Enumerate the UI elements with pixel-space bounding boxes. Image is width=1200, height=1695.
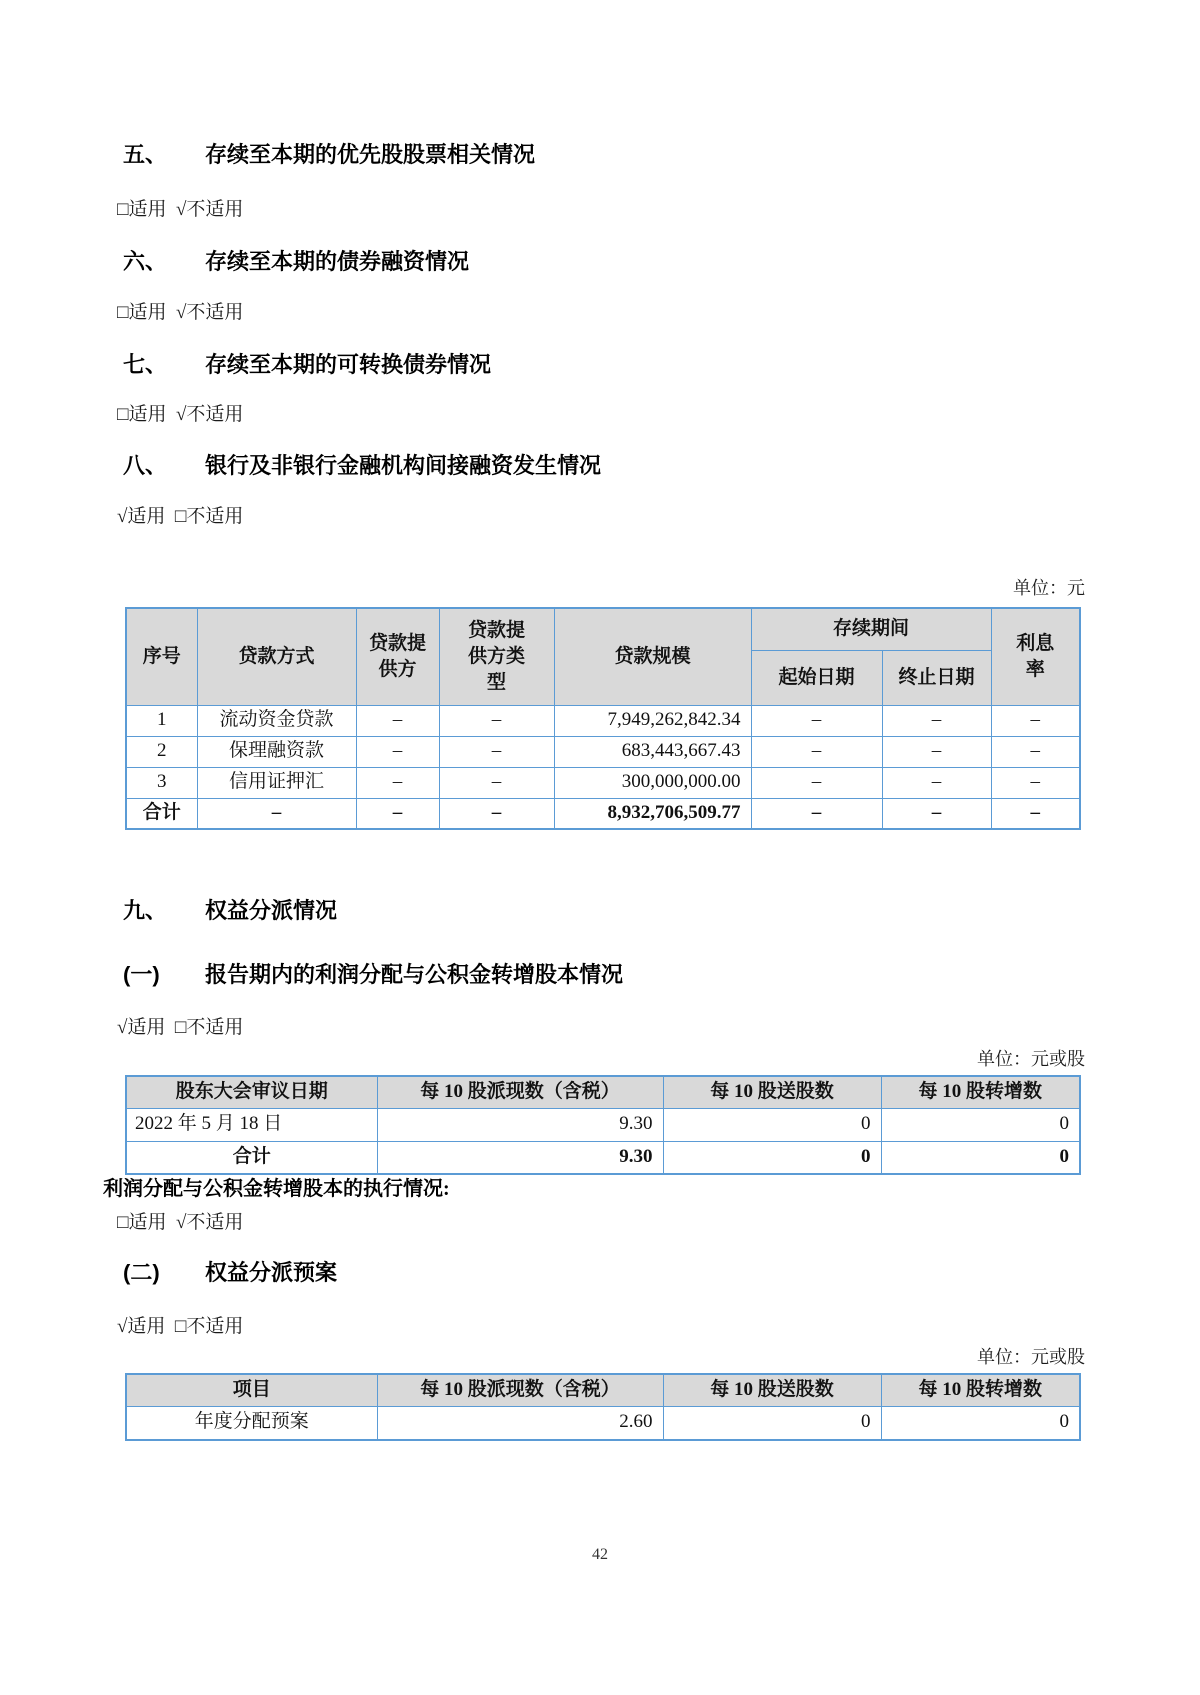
loan-col-method: 贷款方式 (197, 608, 356, 705)
applicability-line-2: □适用 √不适用 (117, 302, 244, 323)
loan-table-row-2: 2 保理融资款 – – 683,443,667.43 – – – (126, 736, 1080, 767)
section-7-number: 七、 (123, 352, 168, 377)
section-9-heading (115, 897, 1085, 925)
plan-table (125, 1373, 1081, 1441)
section-5-heading (115, 141, 1085, 169)
loan-col-end-date: 终止日期 (882, 650, 991, 705)
dividend-table-total-row: 合计 9.30 0 0 (126, 1141, 1080, 1174)
section-9-1-title: 报告期内的利润分配与公积金转增股本情况 (205, 962, 624, 987)
dividend-col-transfer-per-10: 每 10 股转增数 (881, 1076, 1080, 1108)
loan-table-row-3: 3 信用证押汇 – – 300,000,000.00 – – – (126, 767, 1080, 798)
unit-label-yuan: 单位：元 (1013, 578, 1085, 598)
dividend-col-meeting-date: 股东大会审议日期 (126, 1076, 377, 1108)
loan-table-total-row: 合计 – – – 8,932,706,509.77 – – – (126, 798, 1080, 829)
plan-col-transfer-per-10: 每 10 股转增数 (881, 1374, 1080, 1406)
loan-col-scale: 贷款规模 (554, 608, 751, 705)
section-9-2-heading (115, 1259, 1085, 1287)
loan-table-row-1: 1 流动资金贷款 – – 7,949,262,842.34 – – – (126, 705, 1080, 736)
dividend-table-row-1: 2022 年 5 月 18 日 9.30 0 0 (126, 1108, 1080, 1141)
section-9-1-heading (115, 961, 1085, 989)
section-8-title: 银行及非银行金融机构间接融资发生情况 (205, 453, 602, 478)
loan-col-provider: 贷款提供方 (356, 608, 439, 705)
loan-col-duration: 存续期间 (751, 608, 991, 650)
execution-note: 利润分配与公积金转增股本的执行情况: (103, 1178, 450, 1200)
unit-label-yuan-or-share-1: 单位：元或股 (977, 1049, 1085, 1069)
loan-col-seq: 序号 (126, 608, 197, 705)
section-6-number: 六、 (123, 249, 168, 274)
loan-col-provider-type: 贷款提供方类型 (439, 608, 554, 705)
section-8-heading (115, 452, 1085, 480)
section-9-number: 九、 (123, 898, 168, 923)
applicability-line-1: □适用 √不适用 (117, 199, 244, 220)
section-9-2-title: 权益分派预案 (205, 1260, 338, 1285)
section-9-2-number: (二) (123, 1260, 160, 1285)
plan-col-item: 项目 (126, 1374, 377, 1406)
dividend-table (125, 1075, 1081, 1175)
section-9-title: 权益分派情况 (205, 898, 338, 923)
section-7-heading (115, 351, 1085, 379)
section-5-number: 五、 (123, 142, 168, 167)
applicability-line-5: √适用 □不适用 (117, 1017, 244, 1038)
loan-col-start-date: 起始日期 (751, 650, 882, 705)
plan-col-cash-per-10: 每 10 股派现数（含税） (377, 1374, 663, 1406)
plan-col-bonus-per-10: 每 10 股送股数 (663, 1374, 881, 1406)
applicability-line-3: □适用 √不适用 (117, 404, 244, 425)
section-6-heading (115, 248, 1085, 276)
section-8-number: 八、 (123, 453, 168, 478)
loan-col-rate: 利息率 (991, 608, 1080, 705)
loan-table (125, 607, 1081, 830)
applicability-line-7: √适用 □不适用 (117, 1316, 244, 1337)
unit-label-yuan-or-share-2: 单位：元或股 (977, 1347, 1085, 1367)
section-5-title: 存续至本期的优先股股票相关情况 (205, 142, 536, 167)
applicability-line-4: √适用 □不适用 (117, 506, 244, 527)
dividend-col-bonus-per-10: 每 10 股送股数 (663, 1076, 881, 1108)
plan-table-row-1: 年度分配预案 2.60 0 0 (126, 1406, 1080, 1440)
dividend-col-cash-per-10: 每 10 股派现数（含税） (377, 1076, 663, 1108)
page-number: 42 (592, 1546, 608, 1563)
applicability-line-6: □适用 √不适用 (117, 1212, 244, 1233)
section-9-1-number: (一) (123, 962, 160, 987)
section-6-title: 存续至本期的债券融资情况 (205, 249, 470, 274)
section-7-title: 存续至本期的可转换债券情况 (205, 352, 492, 377)
